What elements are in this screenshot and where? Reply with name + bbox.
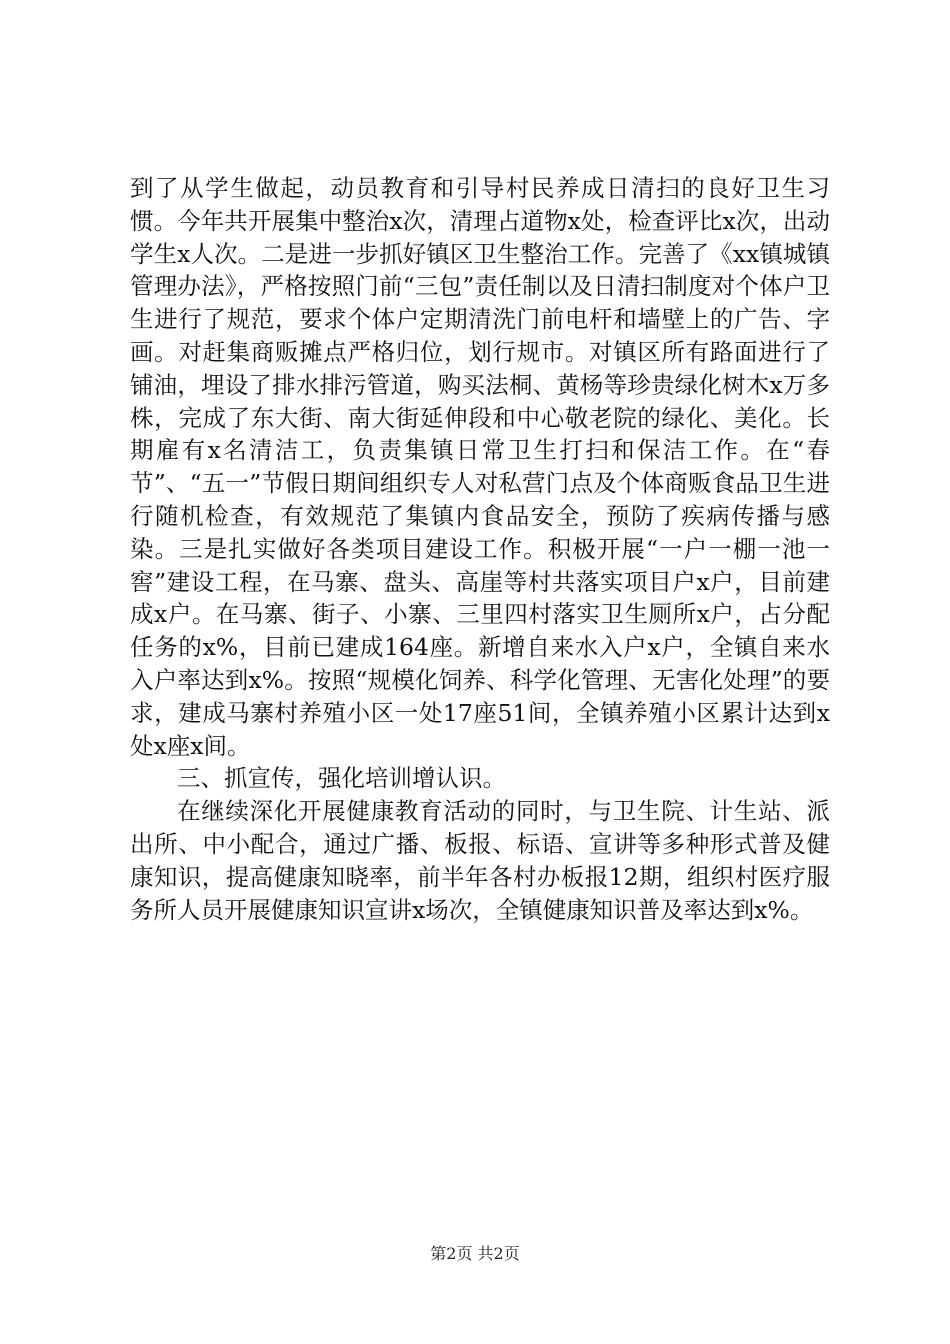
page-number-footer: 第2页 共2页 bbox=[430, 1244, 520, 1263]
section-heading: 三、抓宣传，强化培训增认识。 bbox=[177, 764, 506, 793]
document-body bbox=[130, 172, 830, 926]
paragraph-continuation: 到了从学生做起，动员教育和引导村民养成日清扫的良好卫生习惯。今年共开展集中整治x次，清理占道物x处，检查评比x次，出动学生x人次。二是进一步抓好镇区卫生整治工作。完善了《xx镇城镇管理办法》，严格按照门前“三包”责任制以及日清扫制度对个体户卫生进行了规范，要求个体户定期清洗门前电杆和墙壁上的广告、字画。对赶集商贩摊点严格归位，划行规市。对镇区所有路面进行了铺油，埋设了排水排污管道，购买法桐、黄杨等珍贵绿化树木x万多株，完成了东大街、南大街延伸段和中心敬老院的绿化、美化。长期雇有x名清洁工，负责集镇日常卫生打扫和保洁工作。在“春节”、“五一”节假日期间组织专人对私营门点及个体商贩食品卫生进行随机检查，有效规范了集镇内食品安全，预防了疾病传播与感染。三是扎实做好各类项目建设工作。积极开展“一户一棚一池一窖”建设工程，在马寨、盘头、高崖等村共落实项目户x户，目前建成x户。在马寨、街子、小寨、三里四村落实卫生厕所x户，占分配任务的x%，目前已建成164座。新增自来水入户x户，全镇自来水入户率达到x%。按照“规模化饲养、科学化管理、无害化处理”的要求，建成马寨村养殖小区一处17座51间，全镇养殖小区累计达到x处x座x间。 bbox=[130, 174, 830, 760]
paragraph: 在继续深化开展健康教育活动的同时，与卫生院、计生站、派出所、中小配合，通过广播、板报、标语、宣讲等多种形式普及健康知识，提高健康知晓率，前半年各村办板报12期，组织村医疗服务所人员开展健康知识宣讲x场次，全镇健康知识普及率达到x%。 bbox=[130, 797, 830, 924]
